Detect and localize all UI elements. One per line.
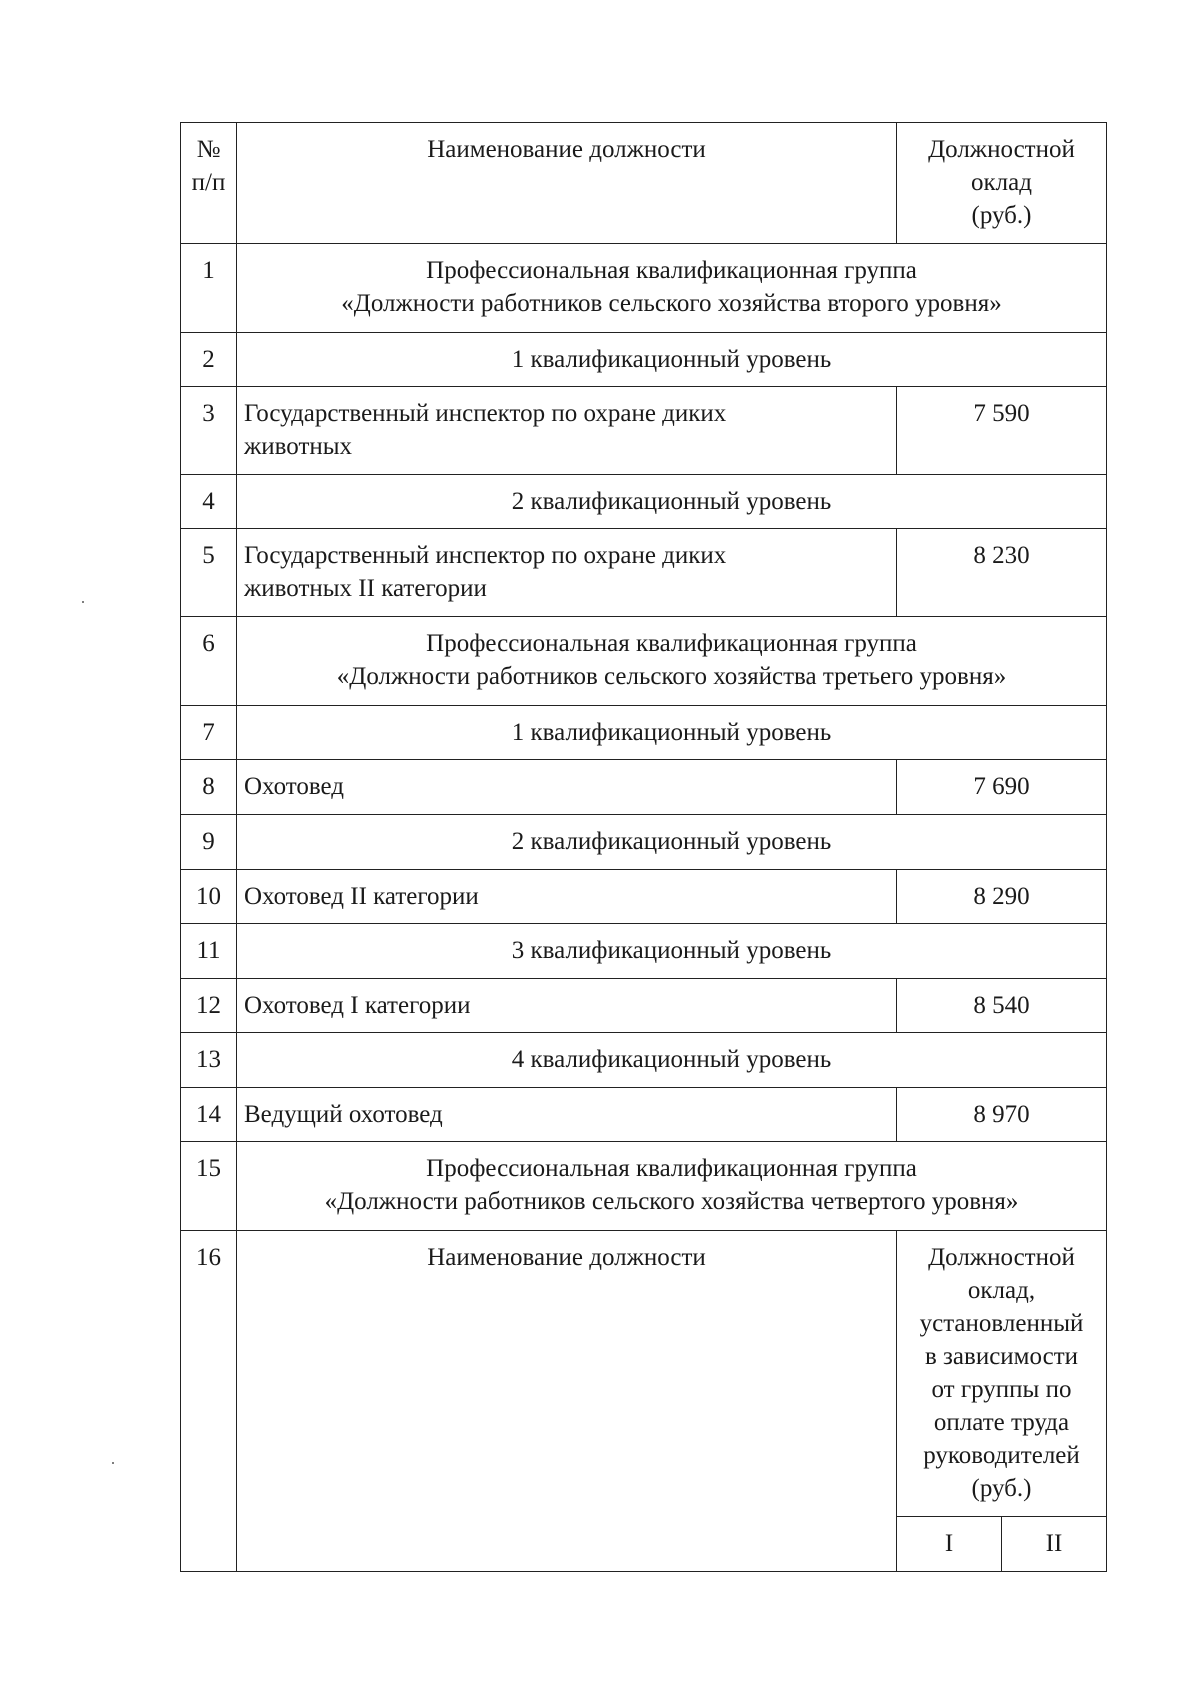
position-salary: 8 970	[897, 1088, 1107, 1142]
position-name: Охотовед II категории	[237, 870, 897, 924]
row-number: 14	[181, 1088, 237, 1142]
group-column-2: II	[1001, 1517, 1106, 1571]
row-number: 11	[181, 924, 237, 979]
row-number: 6	[181, 617, 237, 706]
row-number: 10	[181, 870, 237, 924]
table-row	[181, 1142, 1107, 1231]
row-number: 5	[181, 529, 237, 617]
row-number: 3	[181, 387, 237, 475]
row-number: 8	[181, 760, 237, 815]
subheader-name: Наименование должности	[237, 1231, 897, 1572]
position-name: Государственный инспектор по охране диких животных II категории	[237, 529, 897, 617]
subheader-salary-cell	[897, 1231, 1107, 1572]
position-name: Государственный инспектор по охране диких животных	[237, 387, 897, 475]
header-salary: Должностной оклад (руб.)	[897, 123, 1107, 244]
position-salary: 8 230	[897, 529, 1107, 617]
row-number: 16	[181, 1231, 237, 1572]
position-name: Ведущий охотовед	[237, 1088, 897, 1142]
position-salary: 7 690	[897, 760, 1107, 815]
group-title: Профессиональная квалификационная группа «Должности работников сельского хозяйства четвертого уровня»	[237, 1142, 1107, 1231]
row-number: 7	[181, 706, 237, 760]
row-number: 9	[181, 815, 237, 870]
row-number: 15	[181, 1142, 237, 1231]
table-row	[181, 815, 1107, 870]
salary-table	[180, 122, 1107, 1572]
level-title: 1 квалификационный уровень	[237, 706, 1107, 760]
table-header-row	[181, 123, 1107, 244]
row-number: 2	[181, 333, 237, 387]
table-row	[181, 979, 1107, 1033]
group-columns	[897, 1516, 1106, 1571]
table-row	[181, 475, 1107, 529]
position-name: Охотовед	[237, 760, 897, 815]
scan-speck	[82, 601, 84, 603]
row-number: 13	[181, 1033, 237, 1088]
level-title: 2 квалификационный уровень	[237, 815, 1107, 870]
table-row	[181, 333, 1107, 387]
table-row	[181, 870, 1107, 924]
header-name: Наименование должности	[237, 123, 897, 244]
table-row	[181, 617, 1107, 706]
position-salary: 7 590	[897, 387, 1107, 475]
table-row	[181, 1033, 1107, 1088]
level-title: 3 квалификационный уровень	[237, 924, 1107, 979]
table-row	[181, 706, 1107, 760]
table-row	[181, 1088, 1107, 1142]
position-name: Охотовед I категории	[237, 979, 897, 1033]
table-row	[181, 924, 1107, 979]
table-row	[181, 760, 1107, 815]
group-column-1: I	[944, 1530, 954, 1557]
level-title: 1 квалификационный уровень	[237, 333, 1107, 387]
level-title: 4 квалификационный уровень	[237, 1033, 1107, 1088]
scan-speck	[112, 1462, 114, 1464]
table-row	[181, 529, 1107, 617]
level-title: 2 квалификационный уровень	[237, 475, 1107, 529]
subheader-salary: Должностной оклад, установленный в зависимости от группы по оплате труда руководителей (руб.)	[919, 1244, 1084, 1502]
position-salary: 8 290	[897, 870, 1107, 924]
group-title: Профессиональная квалификационная группа «Должности работников сельского хозяйства второго уровня»	[237, 244, 1107, 333]
row-number: 1	[181, 244, 237, 333]
table-row	[181, 387, 1107, 475]
position-salary: 8 540	[897, 979, 1107, 1033]
header-num: № п/п	[181, 123, 237, 244]
table-row	[181, 244, 1107, 333]
table-row	[181, 1231, 1107, 1572]
row-number: 4	[181, 475, 237, 529]
row-number: 12	[181, 979, 237, 1033]
group-title: Профессиональная квалификационная группа «Должности работников сельского хозяйства третьего уровня»	[237, 617, 1107, 706]
